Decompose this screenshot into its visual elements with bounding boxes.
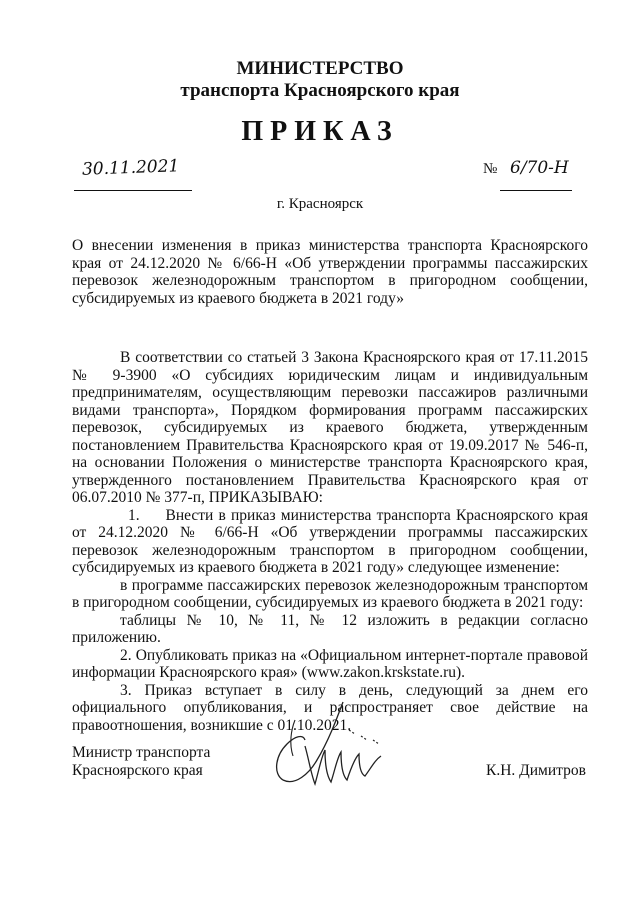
minister-name: К.Н. Димитров bbox=[486, 762, 586, 779]
position-line-2: Красноярского края bbox=[72, 762, 203, 779]
handwritten-signature bbox=[265, 700, 415, 792]
ministry-title: МИНИСТЕРСТВО bbox=[236, 58, 404, 79]
order-body bbox=[72, 349, 588, 734]
order-title: ПРИКАЗ bbox=[241, 116, 399, 147]
item-3: 3. Приказ вступает в силу в день, следующий за днем его официального опубликования, и распространяет свое действие на правоотношения, возникшие с 01.10.2021. bbox=[72, 681, 588, 734]
order-number: 6/70-Н bbox=[510, 158, 569, 178]
item-1 bbox=[72, 507, 588, 577]
subject-text: О внесении изменения в приказ министерства транспорта Красноярского края от 24.12.2020 № 6/66-Н «Об утверждении программы пассажирских перевозок железнодорожным транспортом в пригородном сообщении, субсидируемых из краевого бюджета в 2021 году» bbox=[72, 237, 588, 307]
preamble: В соответствии со статьей 3 Закона Красноярского края от 17.11.2015 № 9-3900 «О субсидиях юридическим лицам и индивидуальным предпринимателям, осуществляющим перевозки пассажиров различными видами транспорта», Порядком формирования программ пассажирских перевозок, субсидируемых из краевого бюджета, утвержденным постановлением Правительства Красноярского края от 19.09.2017 № 546-п, на основании Положения о министерстве транспорта Красноярского края, утвержденного постановлением Правительства Красноярского края от 06.07.2010 № 377-п, ПРИКАЗЫВАЮ: bbox=[72, 349, 588, 506]
item-1-number: 1. bbox=[128, 506, 140, 524]
item-1-sub: в программе пассажирских перевозок железнодорожным транспортом в пригородном сообщении, субсидируемых из краевого бюджета в 2021 году: bbox=[72, 576, 588, 611]
city: г. Красноярск bbox=[276, 196, 364, 212]
order-subject bbox=[72, 237, 588, 307]
position-line-1: Министр транспорта bbox=[72, 744, 211, 761]
item-1-tables: таблицы № 10, № 11, № 12 изложить в редакции согласно приложению. bbox=[72, 611, 588, 646]
item-1-text: Внести в приказ министерства транспорта Красноярского края от 24.12.2020 № 6/66-Н «Об утверждении программы пассажирских перевозок железнодорожным транспортом в пригородном сообщении, субсидируемых из краевого бюджета в 2021 году» следующее изменение: bbox=[72, 506, 588, 576]
number-sign: № bbox=[483, 161, 498, 177]
order-date: 30.11.2021 bbox=[81, 156, 180, 180]
ministry-subtitle: транспорта Красноярского края bbox=[180, 80, 460, 101]
item-2: 2. Опубликовать приказ на «Официальном интернет-портале правовой информации Красноярского края» (www.zakon.krskstate.ru). bbox=[72, 646, 588, 681]
minister-position bbox=[72, 744, 210, 780]
